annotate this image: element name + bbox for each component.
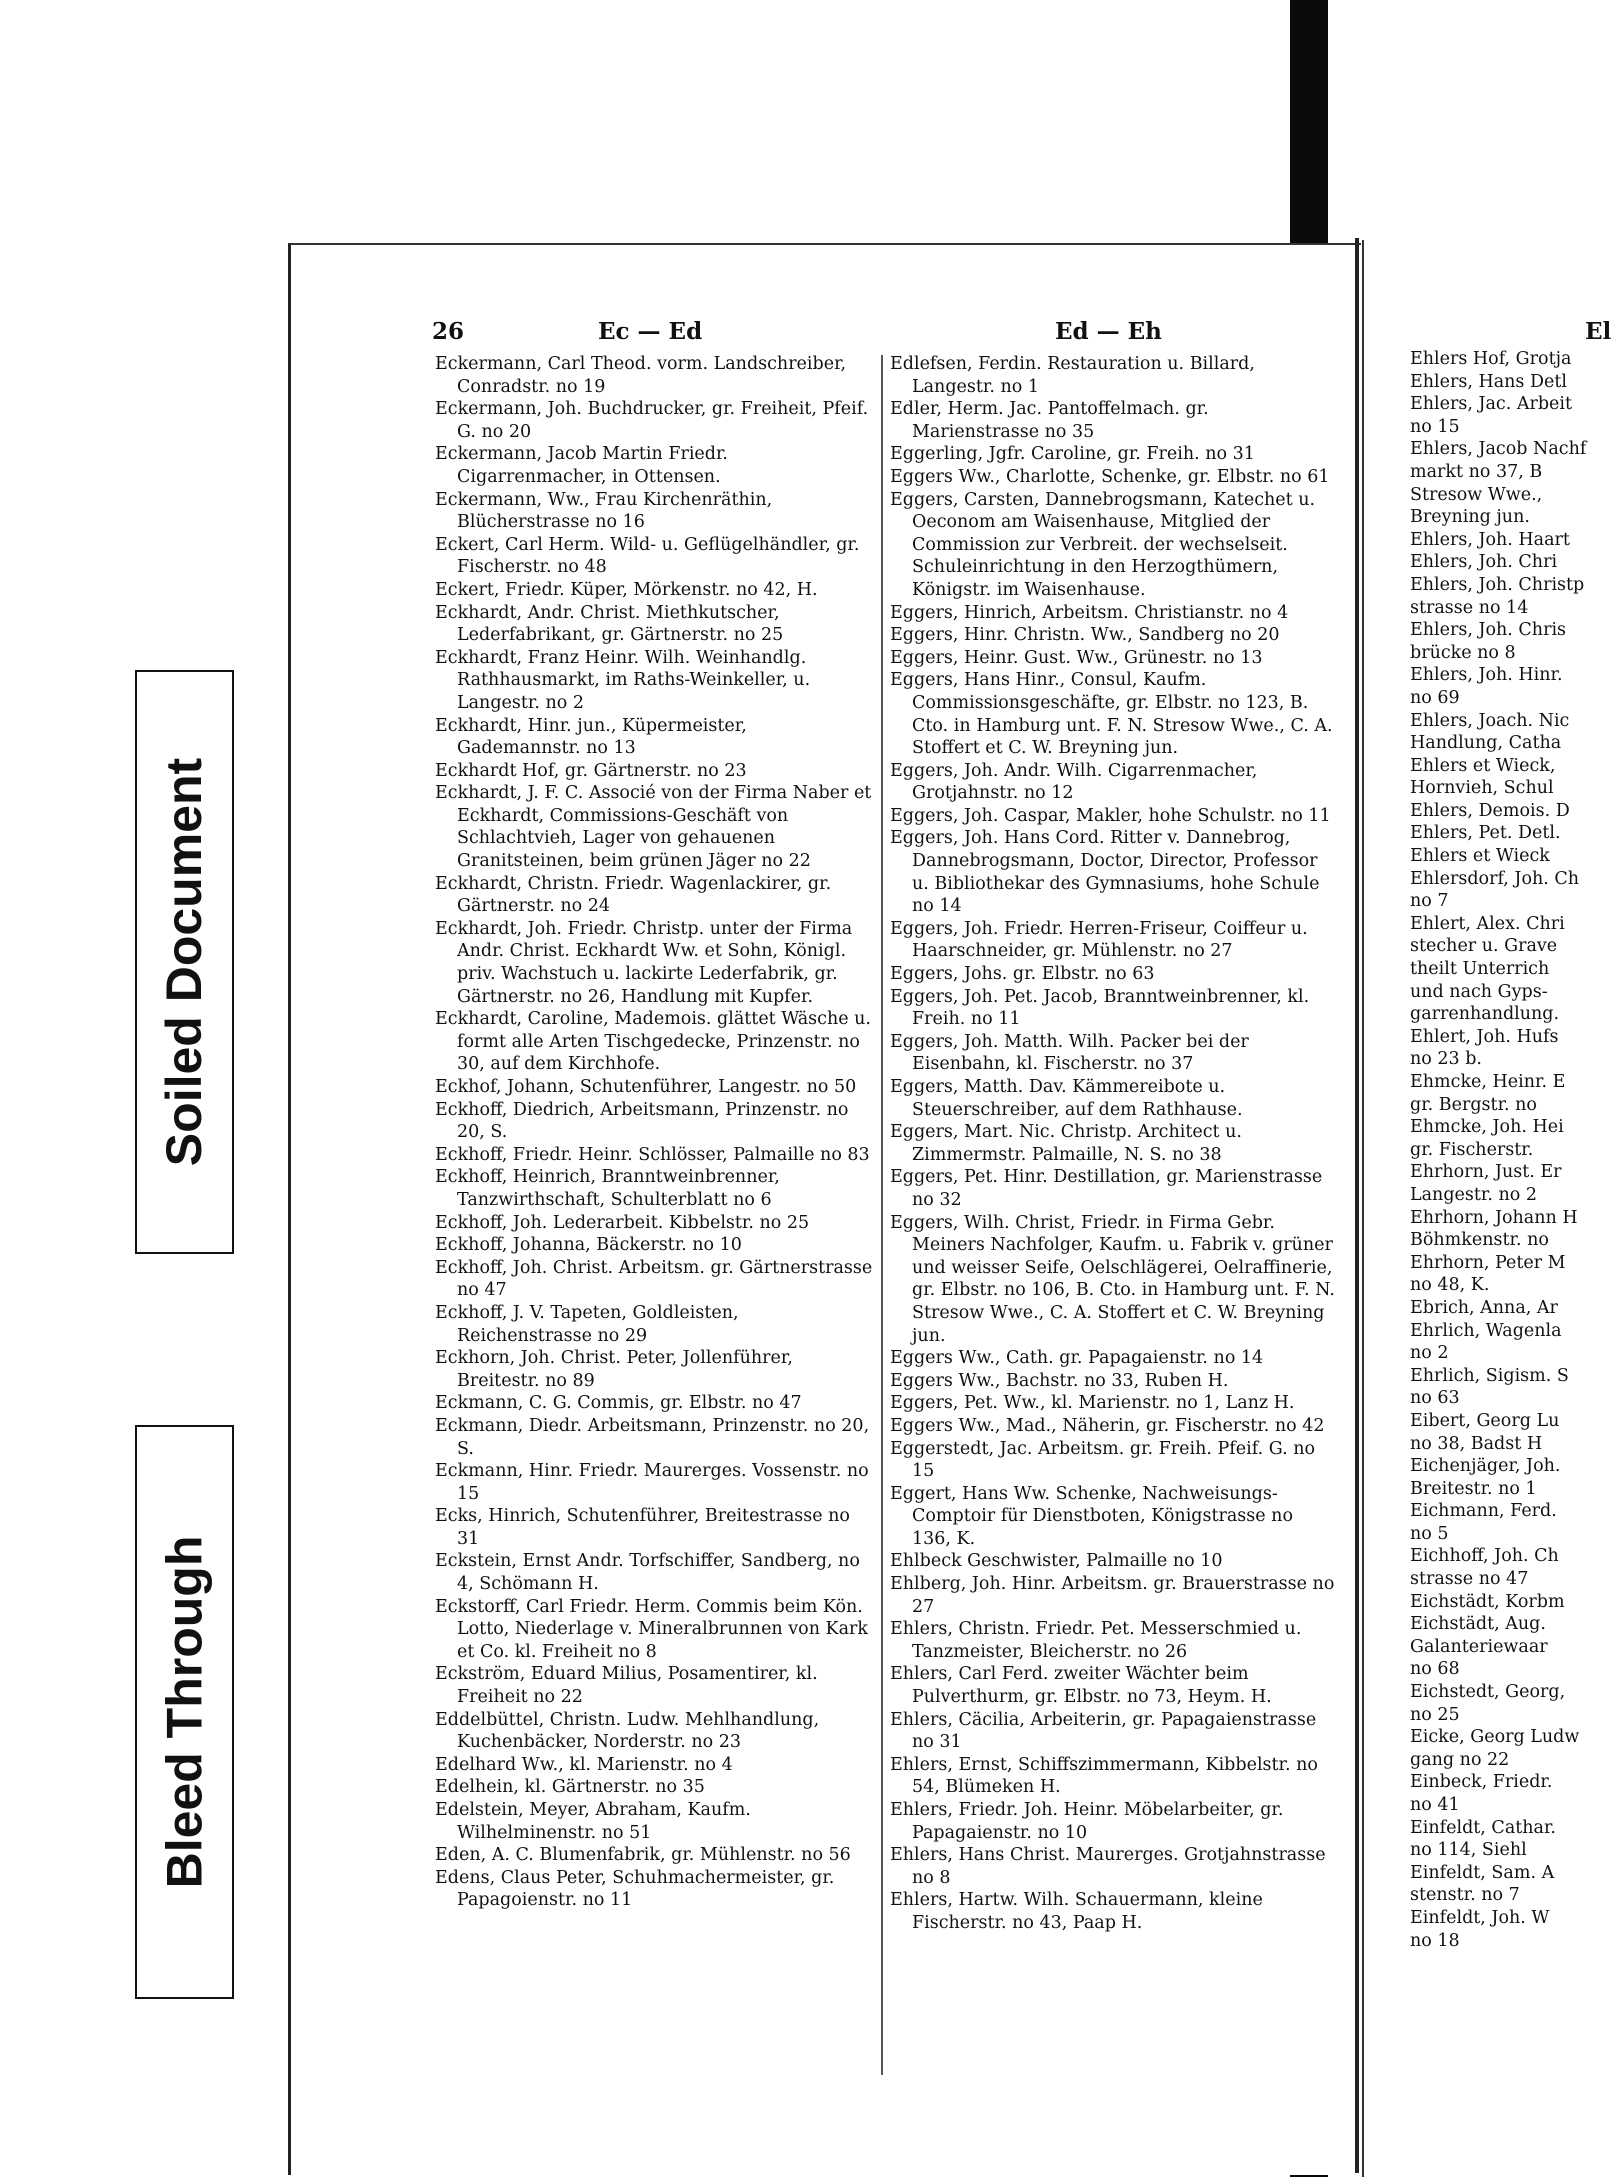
left-column-header: Ec — Ed <box>598 318 703 345</box>
directory-entry: Galanteriewaar <box>1410 1636 1548 1657</box>
directory-entry: Edelhein, kl. Gärtnerstr. no 35 <box>435 1777 705 1798</box>
directory-entry: Eggers, Hans Hinr., Consul, Kaufm. Commissionsgeschäfte, gr. Elbstr. no 123, B. Cto. in Hamburg unt. F. N. Stresow Wwe., C. A. Stoffert et C. W. Breyning jun. <box>890 670 1333 759</box>
directory-entry: Breyning jun. <box>1410 507 1530 528</box>
directory-entry: Eibert, Georg Lu <box>1410 1410 1560 1431</box>
directory-entry: Einfeldt, Sam. A <box>1410 1862 1555 1883</box>
directory-entry: Ehlers, Carl Ferd. zweiter Wächter beim Pulverthurm, gr. Elbstr. no 73, Heym. H. <box>890 1664 1272 1708</box>
directory-entry: Eckmann, C. G. Commis, gr. Elbstr. no 47 <box>435 1393 802 1414</box>
directory-entry: Eckhorn, Joh. Christ. Peter, Jollenführer, Breitestr. no 89 <box>435 1348 793 1391</box>
directory-entry: Ehlers, Joh. Chris <box>1410 620 1567 641</box>
directory-entry: Ehrhorn, Johann H <box>1410 1207 1578 1228</box>
directory-entry: Ehmcke, Joh. Hei <box>1410 1117 1564 1138</box>
soiled-document-stamp <box>135 670 234 1254</box>
directory-entry: Ehrhorn, Peter M <box>1410 1252 1566 1273</box>
directory-entry: Ehrhorn, Just. Er <box>1410 1162 1562 1183</box>
directory-entry: brücke no 8 <box>1410 642 1516 663</box>
directory-entry: no 23 b. <box>1410 1049 1482 1070</box>
directory-entry: no 5 <box>1410 1523 1449 1544</box>
directory-entry: Eckhoff, Diedrich, Arbeitsmann, Prinzenstr. no 20, S. <box>435 1099 849 1143</box>
directory-entry: Einfeldt, Cathar. <box>1410 1817 1556 1838</box>
directory-entry: markt no 37, B <box>1410 461 1543 482</box>
directory-entry: strasse no 47 <box>1410 1569 1529 1590</box>
directory-entry: Eggers, Joh. Matth. Wilh. Packer bei der Eisenbahn, kl. Fischerstr. no 37 <box>890 1031 1249 1075</box>
directory-entry: Ehlberg, Joh. Hinr. Arbeitsm. gr. Brauerstrasse no 27 <box>890 1574 1335 1617</box>
directory-entry: no 69 <box>1410 687 1460 708</box>
directory-entry: Ehlers, Jacob Nachf <box>1410 439 1587 460</box>
directory-entry: no 7 <box>1410 891 1449 912</box>
directory-entry: Ehlers, Joh. Hinr. <box>1410 665 1563 686</box>
directory-entry: Eggers, Mart. Nic. Christp. Architect u. Zimmermstr. Palmaille, N. S. no 38 <box>890 1122 1242 1165</box>
directory-entry: und nach Gyps- <box>1410 981 1548 1002</box>
directory-entry: no 41 <box>1410 1795 1460 1815</box>
directory-entry: Ehlers, Hartw. Wilh. Schauermann, kleine Fischerstr. no 43, Paap H. <box>890 1890 1263 1933</box>
directory-entry: no 63 <box>1410 1388 1460 1409</box>
directory-entry: Eckert, Friedr. Küper, Mörkenstr. no 42, H. <box>435 579 818 600</box>
directory-entry: Eckert, Carl Herm. Wild- u. Geflügelhändler, gr. Fischerstr. no 48 <box>435 534 860 578</box>
directory-entry: Eggers Ww., Cath. gr. Papagaienstr. no 14 <box>890 1348 1264 1369</box>
directory-entry: no 68 <box>1410 1659 1460 1680</box>
directory-entry: no 15 <box>1410 416 1460 437</box>
left-column <box>435 353 875 1912</box>
directory-entry: Edler, Herm. Jac. Pantoffelmach. gr. Marienstrasse no 35 <box>890 399 1209 442</box>
directory-entry: Eggerling, Jgfr. Caroline, gr. Freih. no 31 <box>890 444 1255 465</box>
directory-entry: no 38, Badst H <box>1410 1433 1543 1454</box>
facing-page-header: El <box>1585 318 1611 345</box>
directory-entry: Ehlbeck Geschwister, Palmaille no 10 <box>890 1551 1223 1572</box>
directory-entry: no 48, K. <box>1410 1275 1490 1296</box>
directory-entry: Edens, Claus Peter, Schuhmachermeister, gr. Papagoienstr. no 11 <box>435 1867 835 1911</box>
directory-entry: Eckhardt, Caroline, Mademois. glättet Wäsche u. formt alle Arten Tischgedecke, Prinzenstr. no 30, auf dem Kirchhofe. <box>435 1009 871 1075</box>
page-number: 26 <box>432 318 465 345</box>
directory-entry: Eckmann, Diedr. Arbeitsmann, Prinzenstr. no 20, S. <box>435 1415 870 1459</box>
directory-entry: Eckhoff, Joh. Christ. Arbeitsm. gr. Gärtnerstrasse no 47 <box>435 1257 873 1301</box>
directory-entry: Eggers Ww., Bachstr. no 33, Ruben H. <box>890 1370 1229 1391</box>
directory-entry: Eckhof, Johann, Schutenführer, Langestr. no 50 <box>435 1077 857 1097</box>
directory-entry: Eggers, Carsten, Dannebrogsmann, Katechet u. Oeconom am Waisenhause, Mitglied der Commission zur Verbreit. der wechselseit. Schuleinrichtung in den Herzogthümern, Königstr. im Waisenhause. <box>890 489 1316 600</box>
soiled-document-label: Soiled Document <box>156 757 213 1167</box>
directory-entry: Eichenjäger, Joh. <box>1410 1456 1561 1477</box>
directory-entry: gr. Fischerstr. <box>1410 1139 1534 1160</box>
directory-entry: Ebrich, Anna, Ar <box>1410 1297 1558 1318</box>
directory-entry: Breitestr. no 1 <box>1410 1478 1537 1499</box>
directory-entry: Edelhard Ww., kl. Marienstr. no 4 <box>435 1754 733 1775</box>
directory-entry: Eggers, Johs. gr. Elbstr. no 63 <box>890 964 1155 985</box>
directory-entry: Ecks, Hinrich, Schutenführer, Breitestrasse no 31 <box>435 1506 850 1549</box>
directory-entry: Ehlert, Alex. Chri <box>1410 913 1565 934</box>
directory-entry: Eichstädt, Aug. <box>1410 1614 1546 1635</box>
directory-entry: Eichstädt, Korbm <box>1410 1591 1565 1612</box>
directory-entry: Ehlers, Joh. Christp <box>1410 574 1585 595</box>
directory-entry: theilt Unterrich <box>1410 959 1550 980</box>
directory-entry: no 25 <box>1410 1704 1460 1725</box>
directory-entry: Ehlers, Joh. Chri <box>1410 552 1558 573</box>
directory-entry: stecher u. Grave <box>1410 936 1558 957</box>
directory-entry: Eggers, Joh. Pet. Jacob, Branntweinbrenner, kl. Freih. no 11 <box>890 986 1310 1030</box>
directory-entry: Hornvieh, Schul <box>1410 778 1554 799</box>
directory-entry: Ehlert, Joh. Hufs <box>1410 1026 1559 1047</box>
directory-entry: no 114, Siehl <box>1410 1840 1527 1861</box>
column-divider <box>881 355 883 2075</box>
directory-entry: Ehlers, Christn. Friedr. Pet. Messerschmied u. Tanzmeister, Bleicherstr. no 26 <box>890 1619 1302 1662</box>
directory-entry: Eggers, Hinr. Christn. Ww., Sandberg no 20 <box>890 625 1280 646</box>
directory-entry: Einbeck, Friedr. <box>1410 1772 1553 1793</box>
directory-entry: Ehlersdorf, Joh. Ch <box>1410 868 1580 889</box>
directory-entry: Stresow Wwe., <box>1410 484 1543 505</box>
facing-page-column <box>1410 348 1610 1952</box>
directory-entry: no 18 <box>1410 1930 1460 1951</box>
directory-entry: Eckermann, Jacob Martin Friedr. Cigarrenmacher, in Ottensen. <box>435 444 728 487</box>
directory-entry: no 2 <box>1410 1343 1449 1364</box>
page-gutter <box>1355 238 1359 2173</box>
directory-entry: Eckstein, Ernst Andr. Torfschiffer, Sandberg, no 4, Schömann H. <box>435 1551 860 1595</box>
directory-entry: Ehlers, Pet. Detl. <box>1410 823 1561 844</box>
directory-entry: Eckhoff, Friedr. Heinr. Schlösser, Palmaille no 83 <box>435 1144 870 1165</box>
directory-entry: Eckermann, Carl Theod. vorm. Landschreiber, Conradstr. no 19 <box>435 354 847 397</box>
directory-entry: Eggers, Hinrich, Arbeitsm. Christianstr. no 4 <box>890 602 1289 623</box>
directory-entry: Eckermann, Joh. Buchdrucker, gr. Freiheit, Pfeif. G. no 20 <box>435 399 869 442</box>
directory-entry: Ehlers et Wieck <box>1410 846 1550 867</box>
directory-entry: Ehlers, Demois. D <box>1410 800 1570 821</box>
directory-entry: Ehmcke, Heinr. E <box>1410 1072 1566 1092</box>
directory-entry: Ehlers, Ernst, Schiffszimmermann, Kibbelstr. no 54, Blümeken H. <box>890 1754 1318 1798</box>
directory-entry: Eichstedt, Georg, <box>1410 1682 1566 1703</box>
directory-entry: gr. Bergstr. no <box>1410 1094 1537 1115</box>
right-column <box>890 353 1335 1935</box>
directory-entry: Eckhardt, Hinr. jun., Küpermeister, Gademannstr. no 13 <box>435 715 747 759</box>
directory-entry: Eggers, Wilh. Christ, Friedr. in Firma Gebr. Meiners Nachfolger, Kaufm. u. Fabrik v. grüner und weisser Seife, Oelschlägerei, Oelraffinerie, gr. Elbstr. no 106, B. Cto. in Hamburg unt. F. N. Stresow Wwe., C. A. Stoffert et C. W. Breyning jun. <box>890 1212 1335 1346</box>
directory-entry: Ehlers, Jac. Arbeit <box>1410 394 1573 415</box>
directory-entry: Eggers, Pet. Ww., kl. Marienstr. no 1, Lanz H. <box>890 1393 1295 1414</box>
directory-entry: Eden, A. C. Blumenfabrik, gr. Mühlenstr. no 56 <box>435 1845 851 1866</box>
directory-entry: Langestr. no 2 <box>1410 1184 1537 1205</box>
bleed-through-stamp <box>135 1425 234 1999</box>
directory-entry: gang no 22 <box>1410 1749 1510 1770</box>
directory-entry: Eckhardt, Christn. Friedr. Wagenlackirer, gr. Gärtnerstr. no 24 <box>435 873 832 917</box>
directory-entry: Eckhoff, Johanna, Bäckerstr. no 10 <box>435 1235 742 1256</box>
directory-entry: Ehrlich, Sigism. S <box>1410 1365 1569 1386</box>
directory-entry: Ehrlich, Wagenla <box>1410 1320 1562 1341</box>
directory-entry: Eckhoff, J. V. Tapeten, Goldleisten, Reichenstrasse no 29 <box>435 1302 739 1346</box>
directory-entry: Eddelbüttel, Christn. Ludw. Mehlhandlung, Kuchenbäcker, Norderstr. no 23 <box>435 1709 820 1753</box>
directory-entry: Eggers Ww., Charlotte, Schenke, gr. Elbstr. no 61 <box>890 466 1330 487</box>
directory-entry: Eggers, Heinr. Gust. Ww., Grünestr. no 13 <box>890 647 1263 668</box>
directory-entry: Ehlers, Joh. Haart <box>1410 529 1570 550</box>
directory-entry: Ehlers, Joach. Nic <box>1410 710 1570 731</box>
directory-entry: Eckhardt, Andr. Christ. Miethkutscher, Lederfabrikant, gr. Gärtnerstr. no 25 <box>435 602 784 646</box>
directory-entry: Ehlers Hof, Grotja <box>1410 349 1572 369</box>
directory-entry: Eggers, Joh. Friedr. Herren-Friseur, Coiffeur u. Haarschneider, gr. Mühlenstr. no 27 <box>890 918 1308 962</box>
directory-entry: Eggers, Joh. Andr. Wilh. Cigarrenmacher, Grotjahnstr. no 12 <box>890 760 1258 804</box>
directory-entry: Handlung, Catha <box>1410 733 1562 754</box>
directory-entry: Eggerstedt, Jac. Arbeitsm. gr. Freih. Pfeif. G. no 15 <box>890 1438 1315 1482</box>
directory-entry: strasse no 14 <box>1410 597 1529 618</box>
right-column-header: Ed — Eh <box>1055 318 1162 345</box>
directory-entry: Eggers, Matth. Dav. Kämmereibote u. Steuerschreiber, auf dem Rathhause. <box>890 1077 1243 1120</box>
directory-entry: Eckhoff, Joh. Lederarbeit. Kibbelstr. no 25 <box>435 1212 810 1233</box>
directory-entry: Böhmkenstr. no <box>1410 1230 1549 1251</box>
directory-entry: Ehlers et Wieck, <box>1410 755 1556 776</box>
directory-entry: Edelstein, Meyer, Abraham, Kaufm. Wilhelminenstr. no 51 <box>435 1800 751 1843</box>
directory-entry: stenstr. no 7 <box>1410 1885 1520 1906</box>
directory-entry: Eckermann, Ww., Frau Kirchenräthin, Blücherstrasse no 16 <box>435 489 773 533</box>
directory-entry: Eggers, Pet. Hinr. Destillation, gr. Marienstrasse no 32 <box>890 1167 1323 1210</box>
directory-entry: Eicke, Georg Ludw <box>1410 1727 1580 1748</box>
directory-entry: Eggers, Joh. Hans Cord. Ritter v. Dannebrog, Dannebrogsmann, Doctor, Director, Professor u. Bibliothekar des Gymnasiums, hohe Schule no 14 <box>890 828 1320 917</box>
directory-entry: Eckhardt Hof, gr. Gärtnerstr. no 23 <box>435 760 747 781</box>
directory-entry: Edlefsen, Ferdin. Restauration u. Billard, Langestr. no 1 <box>890 354 1255 397</box>
directory-entry: Eggers Ww., Mad., Näherin, gr. Fischerstr. no 42 <box>890 1415 1325 1436</box>
bleed-through-label: Bleed Through <box>156 1535 213 1889</box>
directory-entry: garrenhandlung. <box>1410 1004 1560 1025</box>
directory-entry: Eckhoff, Heinrich, Branntweinbrenner, Tanzwirthschaft, Schulterblatt no 6 <box>435 1167 780 1210</box>
directory-entry: Eichhoff, Joh. Ch <box>1410 1546 1559 1567</box>
directory-entry: Eckmann, Hinr. Friedr. Maurerges. Vossenstr. no 15 <box>435 1461 869 1504</box>
directory-entry: Eckhardt, Franz Heinr. Wilh. Weinhandlg. Rathhausmarkt, im Raths-Weinkeller, u. Langestr. no 2 <box>435 647 811 713</box>
directory-entry: Einfeldt, Joh. W <box>1410 1907 1550 1928</box>
directory-entry: Eckström, Eduard Milius, Posamentirer, kl. Freiheit no 22 <box>435 1664 818 1708</box>
directory-entry: Ehlers, Friedr. Joh. Heinr. Möbelarbeiter, gr. Papagaienstr. no 10 <box>890 1800 1284 1843</box>
directory-entry: Eckhardt, J. F. C. Associé von der Firma Naber et Eckhardt, Commissions-Geschäft von Schlachtvieh, Lager von gehauenen Granitsteinen, beim grünen Jäger no 22 <box>435 783 872 872</box>
directory-entry: Eggers, Joh. Caspar, Makler, hohe Schulstr. no 11 <box>890 805 1331 826</box>
directory-entry: Eckhardt, Joh. Friedr. Christp. unter der Firma Andr. Christ. Eckhardt Ww. et Sohn, Königl. priv. Wachstuch u. lackirte Lederfabrik, gr. Gärtnerstr. no 26, Handlung mit Kupfer. <box>435 918 853 1007</box>
directory-entry: Eggert, Hans Ww. Schenke, Nachweisungs-Comptoir für Dienstboten, Königstrasse no 136, K. <box>890 1483 1293 1549</box>
directory-entry: Eckstorff, Carl Friedr. Herm. Commis beim Kön. Lotto, Niederlage v. Mineralbrunnen von Kark et Co. kl. Freiheit no 8 <box>435 1596 869 1662</box>
directory-entry: Ehlers, Cäcilia, Arbeiterin, gr. Papagaienstrasse no 31 <box>890 1709 1317 1753</box>
directory-entry: Ehlers, Hans Christ. Maurerges. Grotjahnstrasse no 8 <box>890 1845 1326 1888</box>
directory-entry: Eichmann, Ferd. <box>1410 1501 1557 1522</box>
directory-entry: Ehlers, Hans Detl <box>1410 371 1567 392</box>
